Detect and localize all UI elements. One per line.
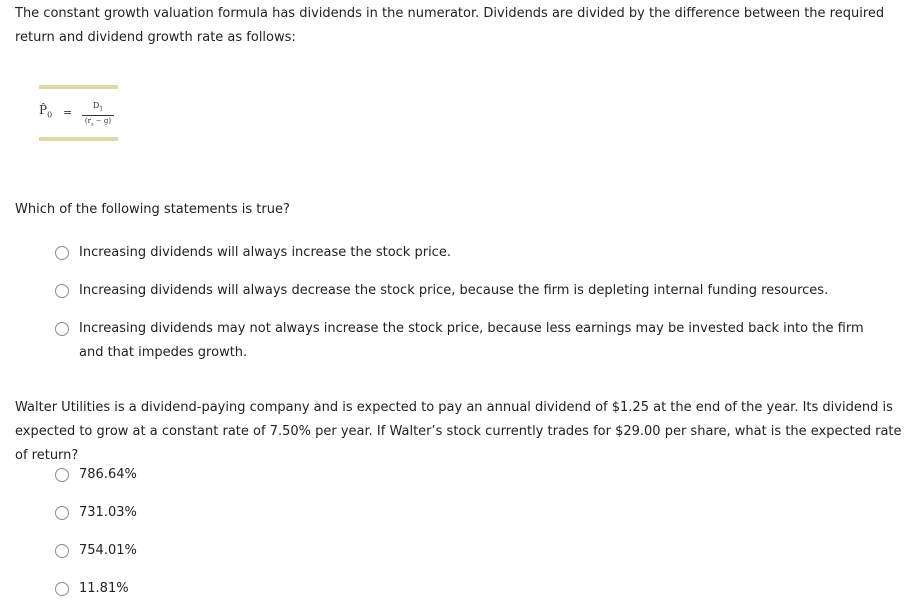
- formula-bottom-rule: [39, 137, 118, 141]
- formula-lhs-subscript: 0: [47, 110, 53, 120]
- question-1-prompt: Which of the following statements is true?: [15, 202, 290, 217]
- radio-button[interactable]: [55, 284, 69, 298]
- formula-lhs: [39, 103, 52, 122]
- option-label: 11.81%: [79, 581, 129, 596]
- option-label: 754.01%: [79, 543, 137, 558]
- formula-fraction: [82, 101, 114, 129]
- radio-button[interactable]: [55, 544, 69, 558]
- formula-numerator-symbol: D: [92, 101, 100, 110]
- option-label: Increasing dividends will always increase the stock price.: [79, 245, 451, 260]
- option-label: Increasing dividends will always decrease the stock price, because the firm is depleting internal funding resources.: [79, 283, 829, 298]
- radio-button[interactable]: [55, 582, 69, 596]
- intro-text: The constant growth valuation formula has dividends in the numerator. Dividends are divided by the difference between the required return and dividend growth rate as follows:: [15, 6, 885, 45]
- formula-lhs-symbol: P̂: [39, 103, 48, 117]
- formula-block: [39, 85, 118, 142]
- radio-button[interactable]: [55, 246, 69, 260]
- radio-button[interactable]: [55, 322, 69, 336]
- option-label: Increasing dividends may not always increase the stock price, because less earnings may be invested back into the firm and that impedes growth.: [79, 321, 864, 360]
- formula-denominator: [82, 116, 114, 129]
- option-label: 731.03%: [79, 505, 137, 520]
- formula-denominator-subscript: s: [90, 120, 94, 127]
- formula-denominator-rest: − g): [93, 116, 112, 125]
- radio-button[interactable]: [55, 468, 69, 482]
- question-2-prompt: Walter Utilities is a dividend-paying company and is expected to pay an annual dividend of $1.25 at the end of the year. Its dividend is expected to grow at a constant rate of 7.50% per year. If Walter’s stock currently trades for $29.00 per share, what is the expected rate of return?: [15, 400, 902, 463]
- formula-top-rule: [39, 85, 118, 89]
- formula-numerator: [82, 101, 114, 115]
- formula-equals: =: [63, 106, 73, 119]
- radio-button[interactable]: [55, 506, 69, 520]
- option-label: 786.64%: [79, 467, 137, 482]
- formula-denominator-open: (r: [84, 116, 91, 125]
- formula-numerator-subscript: 1: [99, 105, 104, 113]
